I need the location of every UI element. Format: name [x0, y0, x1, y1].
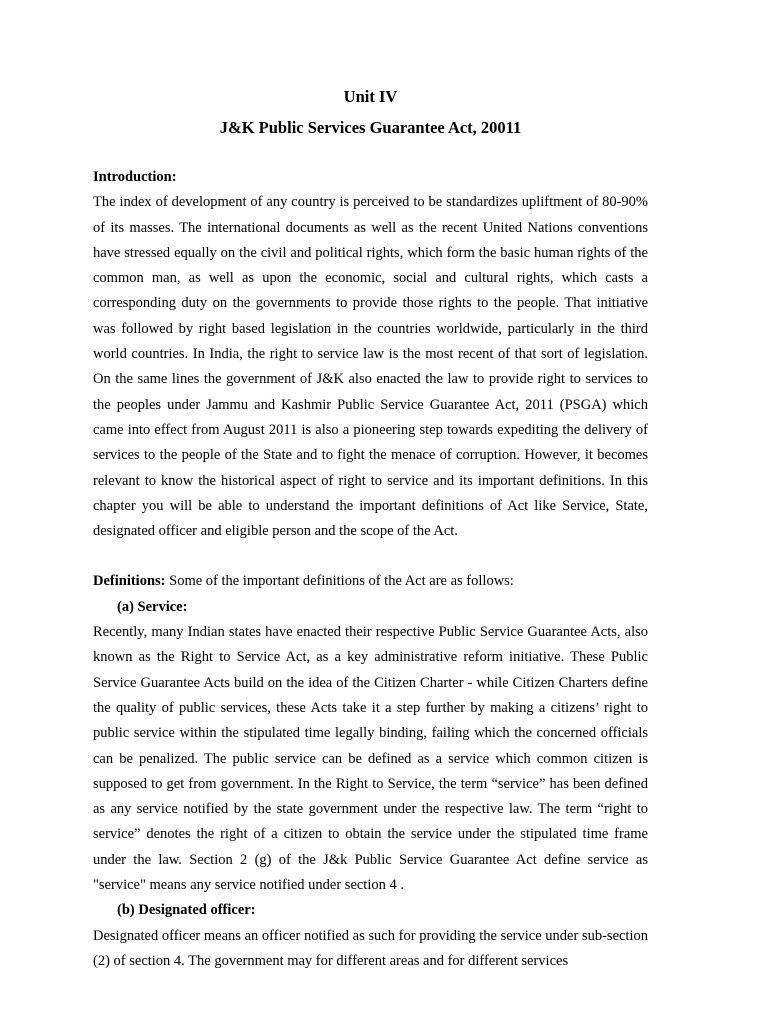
introduction-heading: Introduction:: [93, 169, 177, 185]
introduction-paragraph: The index of development of any country is perceived to be standardizes upliftment of 80-90% of its masses. The international documents as well as the recent United Nations conventions have stressed equally on the civil and political rights, which form the basic human rights of the common man, as well as upon the economic, social and cultural rights, which casts a corresponding duty on the governments to provide those rights to the people. That initiative was followed by right based legislation in the countries worldwide, particularly in the third world countries. In India, the right to service law is the most recent of that sort of legislation. On the same lines the government of J&K also enacted the law to provide right to services to the peoples under Jammu and Kashmir Public Service Guarantee Act, 2011 (PSGA) which came into effect from August 2011 is also a pioneering step towards expediting the delivery of services to the people of the State and to fight the menace of corruption. However, it becomes relevant to know the historical aspect of right to service and its important definitions. In this chapter you will be able to understand the important definitions of Act like Service, State, designated officer and eligible person and the scope of the Act.: [93, 194, 648, 540]
service-heading: (a) Service:: [117, 598, 188, 615]
definitions-intro-line: [93, 569, 648, 594]
definitions-section: [93, 569, 648, 974]
designated-officer-paragraph: Designated officer means an officer notified as such for providing the service under sub-section (2) of section 4. The government may for different areas and for different services: [93, 927, 648, 969]
act-title: J&K Public Services Guarantee Act, 20011: [219, 118, 522, 137]
definitions-label: Definitions:: [93, 573, 166, 590]
definitions-lead: Some of the important definitions of the Act are as follows:: [165, 573, 514, 590]
unit-title: Unit IV: [343, 87, 398, 106]
service-paragraph: Recently, many Indian states have enacted their respective Public Service Guarantee Acts, also known as the Right to Service Act, as a key administrative reform initiative. These Public Service Guarantee Acts build on the idea of the Citizen Charter - while Citizen Charters define the quality of public services, these Acts take it a step further by making a citizens’ right to public service within the stipulated time legally binding, failing which the concerned officials can be penalized. The public service can be defined as a service which common citizen is supposed to get from government. In the Right to Service, the term “service” has been defined as any service notified by the state government under the respective law. The term “right to service” denotes the right of a citizen to obtain the service under the stipulated time frame under the law. Section 2 (g) of the J&k Public Service Guarantee Act define service as "service" means any service notified under section 4 .: [93, 624, 648, 894]
designated-officer-heading: (b) Designated officer:: [117, 902, 256, 919]
